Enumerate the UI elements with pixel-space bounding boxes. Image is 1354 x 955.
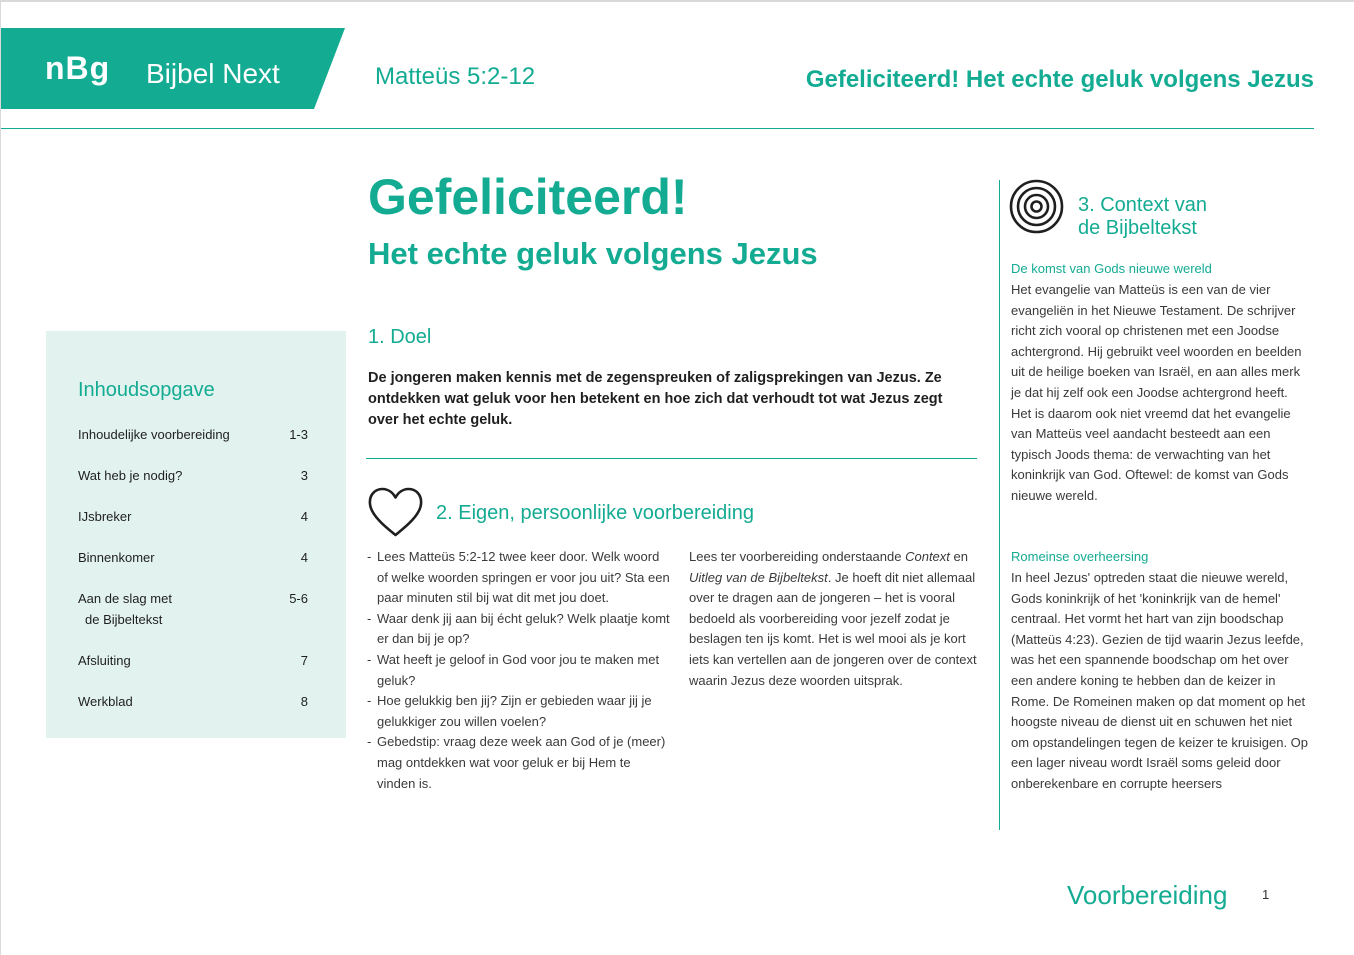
target-icon (1009, 179, 1064, 234)
toc-item[interactable] (78, 588, 308, 630)
list-item: - Waar denk jij aan bij écht geluk? Welk plaatje komt er dan bij je op? (367, 609, 670, 650)
subheading-gods-nieuwe-wereld: De komst van Gods nieuwe wereld (1011, 261, 1212, 276)
note-text: Lees ter voorbereiding onderstaande (689, 549, 906, 564)
toc-item-page: 8 (300, 694, 308, 709)
page-left-border (0, 0, 1, 955)
toc-title: Inhoudsopgave (78, 379, 215, 401)
footer-section-label: Voorbereiding (1067, 880, 1228, 910)
table-of-contents (46, 331, 346, 738)
toc-item-label-line: de Bijbeltekst (85, 612, 163, 627)
section-divider (366, 458, 977, 459)
toc-item-page: 5-6 (289, 591, 308, 606)
bible-reference: Matteüs 5:2-12 (375, 63, 536, 90)
list-item: - Wat heeft je geloof in God voor jou te maken met geluk? (367, 650, 670, 691)
heart-icon (367, 486, 424, 538)
preparation-note (689, 547, 989, 691)
toc-item-label: Inhoudelijke voorbereiding (78, 427, 230, 442)
heading-line: de Bijbeltekst (1078, 217, 1197, 239)
toc-item-page: 3 (300, 468, 308, 483)
note-text: en (949, 549, 968, 564)
heading-line: 3. Context van (1078, 194, 1207, 216)
toc-item-page: 4 (300, 550, 308, 565)
note-italic: Uitleg van de Bijbeltekst (689, 569, 828, 585)
toc-item-label: Wat heb je nodig? (78, 468, 183, 483)
toc-item-label (78, 588, 172, 630)
toc-item-page: 4 (300, 509, 308, 524)
section-heading-context (1078, 194, 1207, 240)
header-title: Gefeliciteerd! Het echte geluk volgens Jezus (805, 66, 1314, 93)
toc-item-label: IJsbreker (78, 509, 132, 524)
toc-item-label: Afsluiting (78, 653, 131, 668)
page-subtitle: Het echte geluk volgens Jezus (368, 236, 818, 271)
toc-item-page: 1-3 (289, 427, 308, 442)
page-top-border (0, 0, 1354, 2)
preparation-list (367, 547, 670, 794)
page-number: 1 (1262, 887, 1270, 902)
toc-item-page: 7 (300, 653, 308, 668)
header-divider (1, 128, 1314, 129)
note-italic: Context (905, 549, 950, 564)
brand-name: Bijbel Next (146, 58, 280, 89)
goal-paragraph: De jongeren maken kennis met de zegenspreuken of zaligsprekingen van Jezus. Ze ontdekken wat geluk voor hen betekent en hoe zich dat verhoudt tot wat Jezus zegt over het echte geluk. (368, 370, 943, 428)
list-item: - Lees Matteüs 5:2-12 twee keer door. Welk woord of welke woorden springen er voor jou uit? Sta een paar minuten stil bij wat dit met jou doet. (367, 547, 670, 609)
note-text: . Je hoeft dit niet allemaal over te dragen aan de jongeren – het is vooral bedoeld als voorbereiding voor jezelf zodat je beslagen ten ijs komt. Het is wel mooi als je kort iets kan vertellen aan de jongeren over de context waarin Jezus deze woorden uitsprak. (689, 569, 977, 688)
page-title: Gefeliciteerd! (368, 169, 688, 225)
section-heading-voorbereiding: 2. Eigen, persoonlijke voorbereiding (436, 502, 754, 524)
context-paragraph: In heel Jezus' optreden staat die nieuwe wereld, Gods koninkrijk of het 'koninkrijk van de hemel' centraal. Het vormt het hart van zijn boodschap (Matteüs 4:23). Gezien de tijd waarin Jezus leefde, was het een spannende boodschap om het over een andere koning te hebben dan de keizer in Rome. De Romeinen maken op dat moment op het hoogste niveau de dienst uit en schuwen het niet om opstandelingen tegen de keizer te kruisigen. Op een lager niveau wordt Israël soms geleid door onberekenbare en corrupte heersers (1011, 570, 1309, 791)
toc-item-label-line: Aan de slag met (78, 591, 172, 606)
column-divider (999, 180, 1000, 830)
section-heading-doel: 1. Doel (368, 326, 432, 348)
context-paragraph: Het evangelie van Matteüs is een van de vier evangeliën in het Nieuwe Testament. De schrijver richt zich vooral op christenen met een Joodse achtergrond. Hij gebruikt veel woorden en beelden uit de heilige boeken van Israël, en aan alles merk je dat hij zelf ook een Joodse achtergrond heeft. Het is daarom ook niet vreemd dat het evangelie van Matteüs veel aandacht besteedt aan een typisch Joods thema: de verwachting van het koninkrijk van God. Oftewel: de komst van Gods nieuwe wereld. (1011, 282, 1302, 503)
list-item: - Gebedstip: vraag deze week aan God of je (meer) mag ontdekken wat voor geluk er bij Hem te vinden is. (367, 732, 670, 794)
list-item: - Hoe gelukkig ben jij? Zijn er gebieden waar jij je gelukkiger zou willen voelen? (367, 691, 670, 732)
toc-item-label: Werkblad (78, 694, 133, 709)
toc-item-label: Binnenkomer (78, 550, 155, 565)
nbg-logo: nBg (45, 50, 111, 86)
subheading-romeinse-overheersing: Romeinse overheersing (1011, 549, 1149, 564)
